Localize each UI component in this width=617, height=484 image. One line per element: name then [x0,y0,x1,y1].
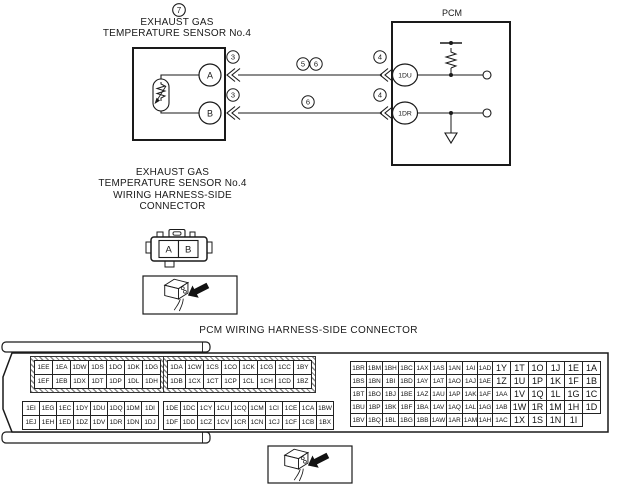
pin-cell: 1BV [351,414,367,427]
pin-cell: 1DT [89,375,107,389]
pin-cell: 1O [529,362,547,375]
sensor-title [94,17,260,40]
pin-cell: 1AA [493,388,511,401]
pin-cell: 1BG [399,414,415,427]
pin-cell: 1C [583,388,601,401]
pin-cell: 1DK [125,361,143,375]
pin-cell: 1DP [107,375,125,389]
pcm-pin-block-top-left [30,356,165,393]
pin-cell: 1BJ [383,388,399,401]
pin-cell: 1CC [276,361,294,375]
pin-cell: 1AQ [447,401,463,414]
pin-cell: 1T [511,362,529,375]
pin-cell: 1DC [181,402,198,416]
pcm-pin-block-top-middle [163,356,316,393]
pin-cell: 1BS [351,375,367,388]
pin-cell: 1BD [399,375,415,388]
pcm-pin-block-bottom-left [22,401,159,430]
pin-cell: 1AI [463,362,479,375]
pcm-symbol [392,8,510,165]
pin-cell: 1N [547,414,565,427]
pin-cell: 1CM [249,402,266,416]
svg-text:3: 3 [230,52,236,62]
pin-cell: 1S [529,414,547,427]
pin-cell: 1P [529,375,547,388]
pin-cell: 1DL [125,375,143,389]
wire-markers [227,51,386,108]
view-box-sensor [143,276,237,314]
pin-cell: 1EA [53,361,71,375]
pin-cell: 1AY [415,375,431,388]
pin-cell: 1AR [447,414,463,427]
pin-cell: 1AM [463,414,479,427]
pin-cell: 1CO [222,361,240,375]
pin-cell: 1BW [317,402,334,416]
pin-cell: 1EB [53,375,71,389]
pin-cell: 1CD [276,375,294,389]
pin-cell: 1V [511,388,529,401]
pin-cell: 1BR [351,362,367,375]
pin-cell: 1BH [383,362,399,375]
pin-cell: 1DR [108,416,125,430]
pin-cell: 1CZ [198,416,215,430]
pin-cell: 1AP [447,388,463,401]
pin-cell: 1BU [351,401,367,414]
pin-cell: 1DG [143,361,161,375]
pin-cell: 1BO [367,388,383,401]
pin-cell: 1CE [283,402,300,416]
pin-cell: 1BL [383,414,399,427]
pin-cell: 1EJ [23,416,40,430]
pin-cell: 1AV [431,401,447,414]
pin-cell: 1D [583,401,601,414]
pin-cell: 1Z [493,375,511,388]
pin-cell: 1DI [142,402,159,416]
pin-cell: 1AZ [415,388,431,401]
pcm-pin-block-bottom-middle [163,401,334,430]
pin-cell: 1DX [71,375,89,389]
pin-cell: 1DE [164,402,181,416]
pin-cell: 1J [547,362,565,375]
pin-cell: 1Q [529,388,547,401]
pin-cell: 1CU [215,402,232,416]
pin-cell: 1BB [415,414,431,427]
connector-pin-b: B [185,244,192,256]
pin-cell: 1AN [447,362,463,375]
pin-cell: 1BK [383,401,399,414]
pin-cell: 1CN [249,416,266,430]
sensor-terminal-b-label: B [206,108,214,119]
pin-cell: 1E [565,362,583,375]
pin-cell: 1DN [125,416,142,430]
pin-cell: 1AL [463,401,479,414]
sensor-box [133,48,225,140]
wires [227,69,393,120]
pin-cell: 1AF [478,388,493,401]
pin-cell: 1ED [57,416,74,430]
pin-cell: 1F [565,375,583,388]
pin-cell: 1BY [294,361,312,375]
component-ref-number: 7 [176,6,182,15]
pin-cell: 1DA [168,361,186,375]
pin-cell: 1DJ [142,416,159,430]
pcm-connector-title: PCM WIRING HARNESS-SIDE CONNECTOR [199,325,418,336]
pin-cell: 1EC [57,402,74,416]
pin-cell: 1BZ [294,375,312,389]
pin-cell: 1BX [317,416,334,430]
svg-text:4: 4 [377,90,383,100]
pin-cell: 1Y [493,362,511,375]
pin-cell: 1EE [35,361,53,375]
pin-cell: 1DS [89,361,107,375]
pin-cell: 1K [547,375,565,388]
pin-cell: 1I [565,414,583,427]
sensor-title-line2: TEMPERATURE SENSOR No.4 [102,28,252,40]
pin-cell: 1BP [367,401,383,414]
pin-cell: 1CG [258,361,276,375]
sensor-harness-connector-title: EXHAUST GAS TEMPERATURE SENSOR No.4 WIRING HARNESS-SIDE CONNECTOR [98,167,247,212]
view-box-pcm [268,446,352,483]
pin-cell: 1AS [431,362,447,375]
pin-cell: 1AW [431,414,447,427]
pin-cell: 1EH [40,416,57,430]
pin-cell: 1A [583,362,601,375]
pin-cell: 1BC [399,362,415,375]
pin-cell: 1CR [232,416,249,430]
pin-cell: 1AX [415,362,431,375]
svg-text:6: 6 [305,97,311,107]
connector-pin-a: A [165,244,172,256]
pin-cell: 1BE [399,388,415,401]
pin-cell: 1DO [107,361,125,375]
pin-cell: 1CY [198,402,215,416]
pin-cell: 1CT [204,375,222,389]
pin-cell: 1H [565,401,583,414]
pin-cell: 1EG [40,402,57,416]
pin-cell: 1BT [351,388,367,401]
pin-cell: 1AG [478,401,493,414]
pin-cell: 1G [565,388,583,401]
pin-cell: 1DQ [108,402,125,416]
pin-cell: 1AT [431,375,447,388]
pin-cell: 1CL [240,375,258,389]
pin-cell: 1AH [478,414,493,427]
pin-cell: 1DU [91,402,108,416]
pin-cell: 1AE [478,375,493,388]
svg-text:4: 4 [377,52,383,62]
pin-cell: 1DZ [74,416,91,430]
svg-text:5: 5 [300,59,306,69]
pin-cell: 1CH [258,375,276,389]
pin-cell: 1DD [181,416,198,430]
pin-cell: 1EF [35,375,53,389]
pin-cell: 1X [511,414,529,427]
pin-cell: 1BQ [367,414,383,427]
sensor-title-line1: EXHAUST GAS [140,17,214,28]
pin-cell: 1AU [431,388,447,401]
pin-cell: 1M [547,401,565,414]
pin-cell: 1DY [74,402,91,416]
svg-text:1DU: 1DU [398,72,412,80]
pin-cell: 1BN [367,375,383,388]
pin-cell: 1DV [91,416,108,430]
pin-cell: 1U [511,375,529,388]
pcm-pin-block-right-outer [477,361,601,427]
pin-cell: 1DB [168,375,186,389]
pin-cell: 1CV [215,416,232,430]
pin-cell: 1CA [300,402,317,416]
pcm-label: PCM [442,8,462,18]
pin-cell: 1BI [383,375,399,388]
pin-cell: 1BA [415,401,431,414]
pin-cell: 1AC [493,414,511,427]
pin-cell: 1CW [186,361,204,375]
svg-text:6: 6 [313,59,319,69]
sensor-terminal-a-label: A [206,70,214,81]
pin-cell: 1DM [125,402,142,416]
pin-cell: 1CJ [266,416,283,430]
pin-cell: 1CP [222,375,240,389]
pin-cell: 1AD [478,362,493,375]
pin-cell: 1CB [300,416,317,430]
pin-cell: 1EI [23,402,40,416]
pin-cell: 1W [511,401,529,414]
pin-cell: 1CI [266,402,283,416]
pin-cell: 1B [583,375,601,388]
pin-cell: 1AO [447,375,463,388]
pin-cell: 1AJ [463,375,479,388]
pin-cell: 1R [529,401,547,414]
svg-text:3: 3 [230,90,236,100]
pcm-pin-block-right-inner [350,361,479,427]
pin-cell: 1CF [283,416,300,430]
pin-cell: 1CX [186,375,204,389]
pin-cell: 1DF [164,416,181,430]
sensor-connector-drawing [146,230,212,268]
pin-cell: 1DH [143,375,161,389]
pin-cell: 1L [547,388,565,401]
pin-cell: 1CQ [232,402,249,416]
pin-cell: 1CS [204,361,222,375]
svg-text:1DR: 1DR [398,110,412,118]
pin-cell: 1BF [399,401,415,414]
pin-cell: 1CK [240,361,258,375]
pin-cell: 1AB [493,401,511,414]
pin-cell: 1DW [71,361,89,375]
pin-cell: 1AK [463,388,479,401]
pin-cell: 1BM [367,362,383,375]
